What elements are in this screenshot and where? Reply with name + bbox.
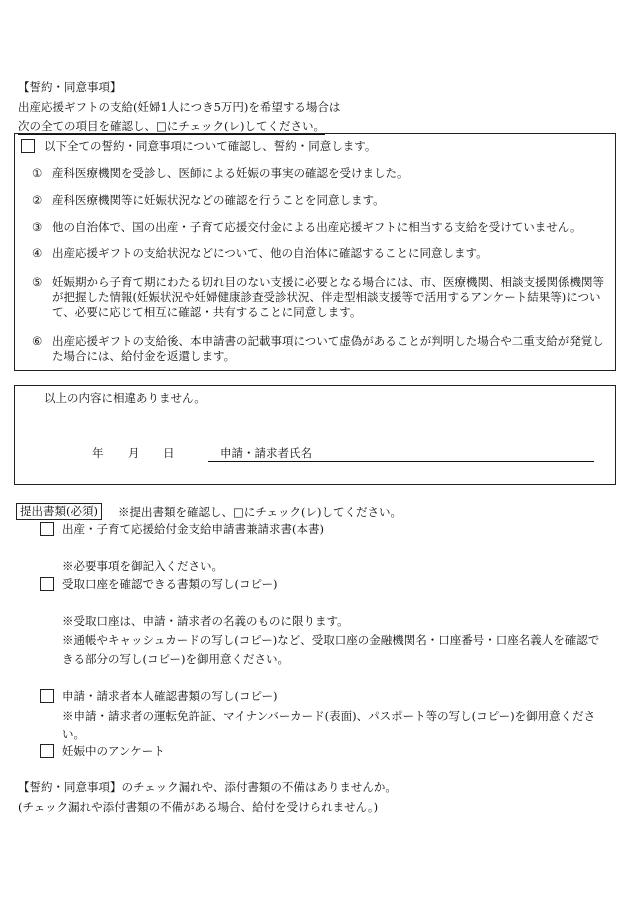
consent-intro-line1: 出産応援ギフトの支給(妊婦1人につき5万円)を希望する場合は <box>18 100 341 114</box>
item-6-line1: 出産応援ギフトの支給後、本申請書の記載事項について虚偽があることが判明した場合や二重支給が発覚し <box>52 334 604 348</box>
consent-heading: 【誓約・同意事項】 <box>18 80 122 94</box>
item-1-number: ① <box>32 166 43 180</box>
applicant-name-line[interactable] <box>208 461 594 462</box>
footer-line2: (チェック漏れや添付書類の不備がある場合、給付を受けられません。) <box>18 800 379 814</box>
footer-line1: 【誓約・同意事項】のチェック漏れや、添付書類の不備はありませんか。 <box>18 780 397 794</box>
month-label: 月 <box>128 446 140 460</box>
item-2-text: 産科医療機関等に妊娠状況などの確認を行うことを同意します。 <box>52 193 385 207</box>
doc1-note: ※必要事項を御記入ください。 <box>62 559 223 573</box>
doc1-label: 出産・子育て応援給付金支給申請書兼請求書(本書) <box>62 522 324 536</box>
item-1-text: 産科医療機関を受診し、医師による妊娠の事実の確認を受けました。 <box>52 166 409 180</box>
year-label: 年 <box>92 446 104 460</box>
item-5-line3: て、必要に応じて相互に確認・共有することに同意します。 <box>52 305 362 319</box>
doc3-note-line1: ※申請・請求者の運転免許証、マイナンバーカード(表面)、パスポート等の写し(コピー)を御用意くださ <box>62 709 596 723</box>
item-3-text: 他の自治体で、国の出産・子育て応援交付金による出産応援ギフトに相当する支給を受けていません。 <box>52 220 582 234</box>
item-5-line2: が把握した情報(妊娠状況や妊婦健康診査受診状況、伴走型相談支援等で活用するアンケート結果等)につい <box>52 290 601 304</box>
doc2-label: 受取口座を確認できる書類の写し(コピー) <box>62 577 278 591</box>
item-4-text: 出産応援ギフトの支給状況などについて、他の自治体に確認することに同意します。 <box>52 246 488 260</box>
doc4-label: 妊娠中のアンケート <box>62 744 165 758</box>
item-5-line1: 妊娠期から子育て期にわたる切れ目のない支援に必要となる場合には、市、医療機関、相談支援関係機関等 <box>52 275 604 289</box>
day-label: 日 <box>163 446 175 460</box>
applicant-name-label: 申請・請求者氏名 <box>220 446 312 460</box>
doc3-checkbox[interactable] <box>40 689 54 703</box>
doc2-note1: ※受取口座は、申請・請求者の名義のものに限ります。 <box>62 614 349 628</box>
documents-instruction: ※提出書類を確認し、□にチェック(レ)してください。 <box>118 505 402 519</box>
doc4-checkbox[interactable] <box>40 744 54 758</box>
item-6-number: ⑥ <box>32 334 43 348</box>
item-2-number: ② <box>32 193 43 207</box>
doc2-note2-line2: きる部分の写し(コピー)を御用意ください。 <box>62 652 290 666</box>
signature-statement: 以上の内容に相違ありません。 <box>44 391 206 405</box>
item-3-number: ③ <box>32 220 43 234</box>
doc2-note2-line1: ※通帳やキャッシュカードの写し(コピー)など、受取口座の金融機関名・口座番号・口座名義人を確認で <box>62 633 600 647</box>
item-5-number: ⑤ <box>32 275 43 289</box>
confirm-all-checkbox[interactable] <box>21 139 35 153</box>
confirm-all-text: 以下全ての誓約・同意事項について確認し、誓約・同意します。 <box>44 139 377 153</box>
doc2-checkbox[interactable] <box>40 577 54 591</box>
doc1-checkbox[interactable] <box>40 522 54 536</box>
doc3-label: 申請・請求者本人確認書類の写し(コピー) <box>62 689 278 703</box>
consent-intro-line2: 次の全ての項目を確認し、□にチェック(レ)してください。 <box>18 119 325 133</box>
doc3-note-line2: い。 <box>62 727 85 741</box>
item-6-line2: た場合には、給付金を返還します。 <box>52 349 236 363</box>
item-4-number: ④ <box>32 246 43 260</box>
documents-label: 提出書類(必須) <box>16 503 102 520</box>
